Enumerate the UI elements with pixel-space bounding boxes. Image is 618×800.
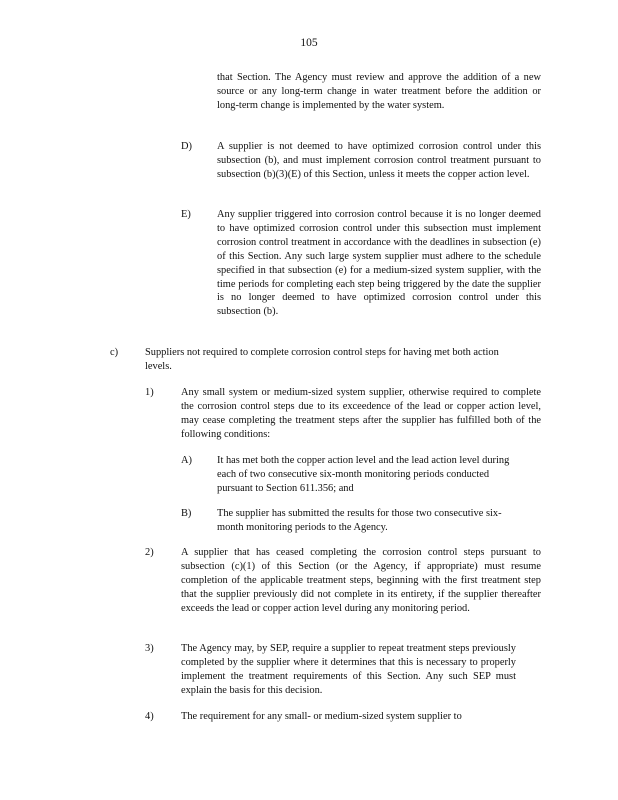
item-1b-label: B) bbox=[181, 508, 192, 519]
item-d-text: A supplier is not deemed to have optimized corrosion control under this subsection (b), and must implement corrosion control treatment pursuant to subsection (b)(3)(E) of this Section, unless it meets the copper action level. bbox=[217, 141, 541, 180]
item-e-text: Any supplier triggered into corrosion control because it is no longer deemed to have optimized corrosion control under this subsection must implement corrosion control treatment in accordance with the deadlines in subsection (e) of this Section. Any such large system supplier must adhere to the schedule specified in that subsection (e) for a medium-sized system supplier, with the time periods for completing each step being triggered by the date the supplier is no longer deemed to have optimized corrosion control under this subsection (b). bbox=[217, 209, 541, 318]
continued-paragraph: that Section. The Agency must review and approve the addition of a new source or any long-term change in water treatment before the addition or long-term change is implemented by the water system. bbox=[217, 72, 541, 111]
item-d-label: D) bbox=[181, 141, 192, 152]
item-4-label: 4) bbox=[145, 711, 154, 722]
item-1b-text: The supplier has submitted the results for those two consecutive six-month monitoring periods to the Agency. bbox=[217, 508, 502, 533]
item-1-text: Any small system or medium-sized system supplier, otherwise required to complete the corrosion control steps due to its exceedence of the lead or copper action level, may cease completing the treatment steps after the supplier has fulfilled both of the following conditions: bbox=[181, 387, 541, 440]
item-1-label: 1) bbox=[145, 387, 154, 398]
item-3-label: 3) bbox=[145, 643, 154, 654]
page-number: 105 bbox=[300, 37, 318, 49]
item-1a-label: A) bbox=[181, 455, 192, 466]
item-e-label: E) bbox=[181, 209, 191, 220]
item-3-text: The Agency may, by SEP, require a supplier to repeat treatment steps previously completed by the supplier where it determines that this is necessary to properly implement the treatment requirements of this Section. Any such SEP must explain the basis for this decision. bbox=[181, 643, 516, 696]
item-4-text: The requirement for any small- or medium-sized system supplier to bbox=[181, 711, 462, 722]
item-2-text: A supplier that has ceased completing the corrosion control steps pursuant to subsection (c)(1) of this Section (or the Agency, if appropriate) must resume completion of the applicable treatment steps, beginning with the first treatment step that the supplier previously did not complete in its entirety, if the supplier thereafter exceeds the lead or copper action level during any monitoring period. bbox=[181, 547, 541, 614]
item-1a-text: It has met both the copper action level and the lead action level during each of two consecutive six-month monitoring periods conducted pursuant to Section 611.356; and bbox=[217, 455, 510, 494]
item-c-label: c) bbox=[110, 347, 119, 358]
item-2-label: 2) bbox=[145, 547, 154, 558]
item-c-text: Suppliers not required to complete corrosion control steps for having met both action levels. bbox=[145, 347, 499, 372]
